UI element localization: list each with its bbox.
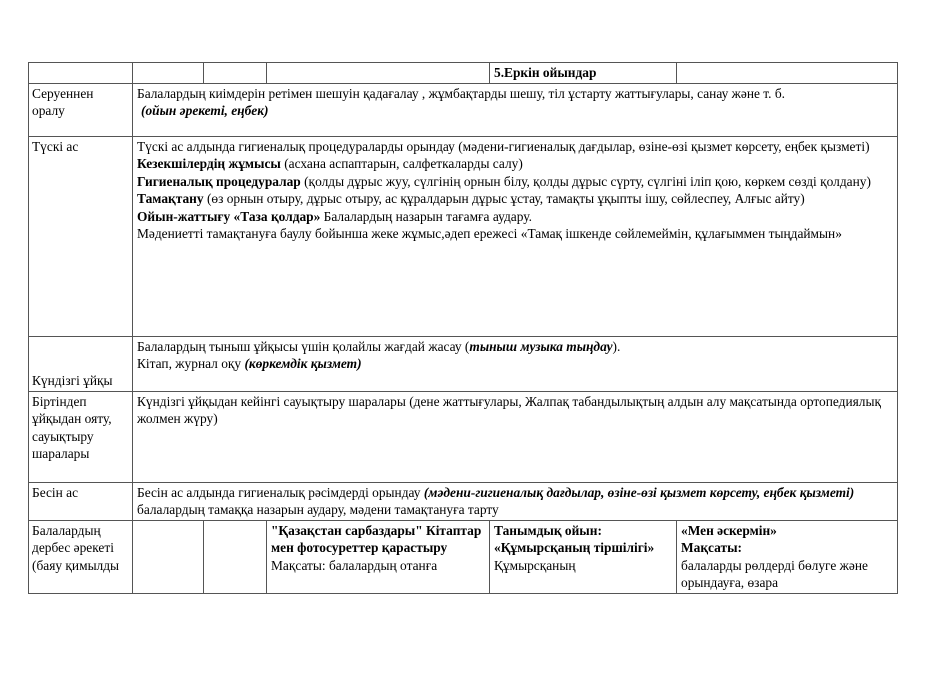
row-label-return-walk: Серуеннен оралу bbox=[29, 83, 133, 136]
nap-line-2 bbox=[137, 355, 893, 373]
row-label-wake: Біртіндеп ұйқыдан ояту, сауықтыру шаралары bbox=[29, 391, 133, 482]
table-row bbox=[29, 136, 898, 336]
nap-line-2-text: Кітап, журнал оқу bbox=[137, 356, 245, 371]
return-walk-text: Балалардың киімдерін ретімен шешуін қадағалау , жұмбақтарды шешу, тіл ұстарту жаттығулары, санау және т. б. bbox=[137, 85, 785, 101]
empty-cell bbox=[204, 520, 267, 593]
lunch-culture: Мәдениетті тамақтануға баулу бойынша жеке жұмыс,әдеп ережесі «Тамақ ішкенде сөйлемеймін, құлағыммен тыңдаймын» bbox=[137, 226, 842, 241]
ants-cell bbox=[490, 520, 677, 593]
nap-line-1-text: Балалардың тыныш ұйқысы үшін қолайлы жағдай жасау ( bbox=[137, 338, 470, 354]
ants-text: Құмырсқаның bbox=[494, 557, 576, 573]
lunch-game bbox=[137, 208, 893, 226]
soldiers-goal: Мақсаты: балалардың отанға bbox=[271, 557, 438, 573]
table-row bbox=[29, 63, 898, 84]
empty-cell bbox=[133, 520, 204, 593]
lunch-intro: Түскі ас алдында гигиеналық процедураларды орындау (мәдени-гигиеналық дағдылар, өзіне-өзі қызмет көрсету, еңбек қызметі) bbox=[137, 138, 870, 154]
return-walk-activity: (ойын әрекеті, еңбек) bbox=[141, 103, 269, 118]
lunch-duty bbox=[137, 155, 893, 173]
snack-content bbox=[133, 482, 898, 520]
soldiers-cell bbox=[267, 520, 490, 593]
lunch-eating bbox=[137, 190, 893, 208]
lunch-duty-title: Кезекшілердің жұмысы bbox=[137, 156, 281, 171]
nap-content bbox=[133, 336, 898, 391]
table-row bbox=[29, 482, 898, 520]
lunch-duty-text: (асхана аспаптарын, салфеткаларды салу) bbox=[280, 156, 523, 171]
empty-cell bbox=[133, 63, 204, 84]
wake-content: Күндізгі ұйқыдан кейінгі сауықтыру шаралары (дене жаттығулары, Жалпақ табандылықтың алдын алу мақсатында ортопедиялық жолмен жүру) bbox=[133, 391, 898, 482]
soldier-game-title: «Мен әскермін» bbox=[681, 522, 777, 538]
lunch-eating-text: (өз орнын отыру, дұрыс отыру, ас құралдарын дұрыс ұстау, тамақты ұқыпты ішу, сөйлеспеу, Алғыс айту) bbox=[203, 191, 805, 206]
row-label-lunch: Түскі ас bbox=[29, 136, 133, 336]
empty-cell bbox=[29, 63, 133, 84]
snack-text: Бесін ас алдында гигиеналық рәсімдерді орындау bbox=[137, 484, 424, 500]
lunch-eating-title: Тамақтану bbox=[137, 191, 204, 206]
empty-cell bbox=[267, 63, 490, 84]
row-label-snack: Бесін ас bbox=[29, 482, 133, 520]
ants-title: Танымдық ойын: «Құмырсқаның тіршілігі» bbox=[494, 522, 655, 555]
nap-line-1 bbox=[137, 338, 893, 356]
nap-line-2-activity: (көркемдік қызмет) bbox=[244, 356, 362, 371]
soldier-game-goal-label: Мақсаты: bbox=[681, 540, 742, 555]
empty-cell bbox=[204, 63, 267, 84]
lunch-hygiene-text: (қолды дұрыс жуу, сүлгінің орнын білу, қолды дұрыс сүрту, сүлгіні іліп қою, көркем сөзді қолдану) bbox=[300, 173, 871, 189]
empty-cell bbox=[677, 63, 898, 84]
lunch-game-text: Балалардың назарын тағамға аудару. bbox=[320, 208, 532, 224]
nap-line-1-activity: тыныш музыка тыңдау bbox=[469, 338, 613, 354]
free-games-heading: 5.Еркін ойындар bbox=[490, 63, 677, 84]
snack-activity: (мәдени-гигиеналық дағдылар, өзіне-өзі қызмет көрсету, еңбек қызметі) bbox=[423, 484, 855, 500]
lunch-game-title: Ойын-жаттығу «Таза қолдар» bbox=[137, 208, 321, 224]
table-row bbox=[29, 520, 898, 593]
soldier-game-goal: балаларды рөлдерді бөлуге және орындауға, өзара bbox=[681, 557, 868, 590]
schedule-table bbox=[28, 62, 898, 594]
table-row bbox=[29, 391, 898, 482]
row-label-nap: Күндізгі ұйқы bbox=[29, 336, 133, 391]
soldiers-title: "Қазақстан сарбаздары" Кітаптар мен фотосуреттер қарастыру bbox=[271, 522, 482, 555]
lunch-hygiene bbox=[137, 173, 893, 191]
lunch-hygiene-title: Гигиеналық процедуралар bbox=[137, 173, 301, 189]
lunch-content bbox=[133, 136, 898, 336]
row-label-independent: Балалардың дербес әрекеті (баяу қимылды bbox=[29, 520, 133, 593]
table-row bbox=[29, 83, 898, 136]
soldier-game-cell bbox=[677, 520, 898, 593]
return-walk-content bbox=[133, 83, 898, 136]
snack-tail: балалардың тамаққа назарын аудару, мәдени тамақтануға тарту bbox=[137, 502, 499, 517]
nap-line-1-end: ). bbox=[612, 338, 621, 354]
table-row bbox=[29, 336, 898, 391]
